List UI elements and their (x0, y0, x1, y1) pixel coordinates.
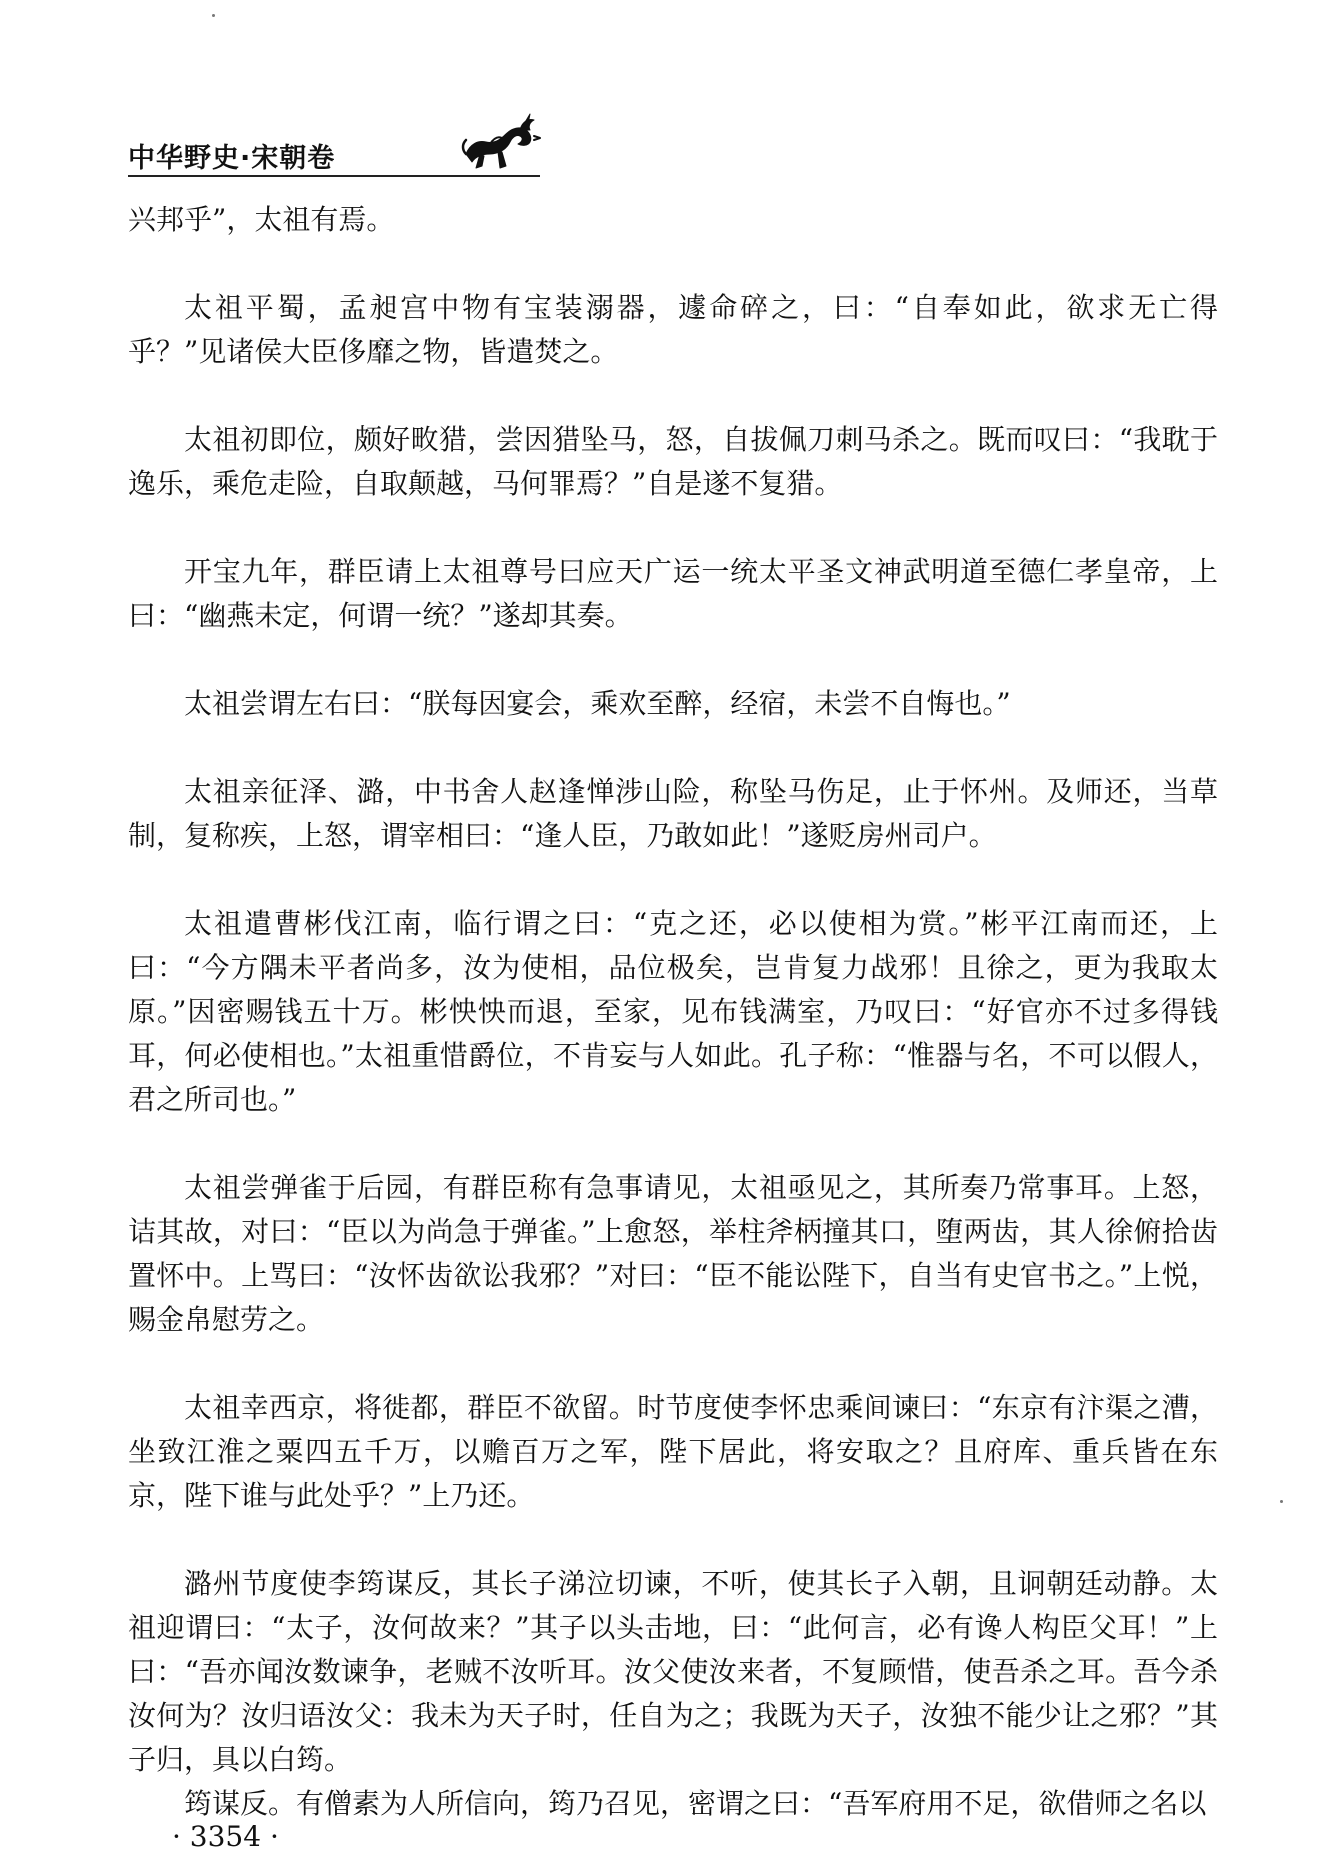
header-rule (128, 175, 540, 177)
paragraph: 太祖尝弹雀于后园，有群臣称有急事请见，太祖亟见之，其所奏乃常事耳。上怒，诘其故，对曰：“臣以为尚急于弹雀。”上愈怒，举柱斧柄撞其口，堕两齿，其人徐俯拾齿置怀中。上骂曰：“汝怀齿欲讼我邪？”对曰：“臣不能讼陛下，自当有史官书之。”上悦，赐金帛慰劳之。 (128, 1171, 1218, 1336)
page-number: · 3354 · (172, 1820, 279, 1853)
paragraph: 太祖遣曹彬伐江南，临行谓之曰：“克之还，必以使相为赏。”彬平江南而还，上曰：“今方隅未平者尚多，汝为使相，品位极矣，岂肯复力战邪！且徐之，更为我取太原。”因密赐钱五十万。彬怏怏而退，至家，见布钱满室，乃叹曰：“好官亦不过多得钱耳，何必使相也。”太祖重惜爵位，不肯妄与人如此。孔子称：“惟器与名，不可以假人，君之所司也。” (128, 907, 1218, 1116)
paragraph: 太祖尝谓左右曰：“朕每因宴会，乘欢至醉，经宿，未尝不自悔也。” (184, 687, 1011, 720)
paragraph: 潞州节度使李筠谋反，其长子涕泣切谏，不听，使其长子入朝，且诇朝廷动静。太祖迎谓曰：“太子，汝何故来？”其子以头击地，曰：“此何言，必有谗人构臣父耳！”上曰：“吾亦闻汝数谏争，老贼不汝听耳。汝父使汝来者，不复顾惜，使吾杀之耳。吾今杀汝何为？汝归语汝父：我未为天子时，任自为之；我既为天子，汝独不能少让之邪？”其子归，具以白筠。 (128, 1567, 1218, 1776)
body-text (128, 198, 1218, 1826)
paragraph: 太祖初即位，颇好畋猎，尝因猎坠马，怒，自拔佩刀刺马杀之。既而叹曰：“我耽于逸乐，乘危走险，自取颠越，马何罪焉？”自是遂不复猎。 (128, 423, 1218, 500)
paragraph: 筠谋反。有僧素为人所信向，筠乃召见，密谓之曰：“吾军府用不足，欲借师之名以 (184, 1787, 1207, 1820)
paragraph: 开宝九年，群臣请上太祖尊号曰应天广运一统太平圣文神武明道至德仁孝皇帝，上曰：“幽燕未定，何谓一统？”遂却其奏。 (128, 555, 1218, 632)
paragraph: 太祖幸西京，将徙都，群臣不欲留。时节度使李怀忠乘间谏曰：“东京有汴渠之漕，坐致江淮之粟四五千万，以赡百万之军，陛下居此，将安取之？且府库、重兵皆在东京，陛下谁与此处乎？”上乃还。 (128, 1391, 1218, 1512)
scan-speck (1280, 1500, 1283, 1503)
paragraph: 太祖平蜀，孟昶宫中物有宝装溺器，遽命碎之，曰：“自奉如此，欲求无亡得乎？”见诸侯大臣侈靡之物，皆遣焚之。 (128, 291, 1218, 368)
paragraph: 兴邦乎”，太祖有焉。 (128, 203, 395, 236)
scan-speck (212, 14, 215, 17)
book-title: 中华野史·宋朝卷 (128, 143, 336, 174)
paragraph: 太祖亲征泽、潞，中书舍人赵逢惮涉山险，称坠马伤足，止于怀州。及师还，当草制，复称疾，上怒，谓宰相曰：“逢人臣，乃敢如此！”遂贬房州司户。 (128, 775, 1218, 852)
dragon-ornament-icon (460, 110, 542, 174)
